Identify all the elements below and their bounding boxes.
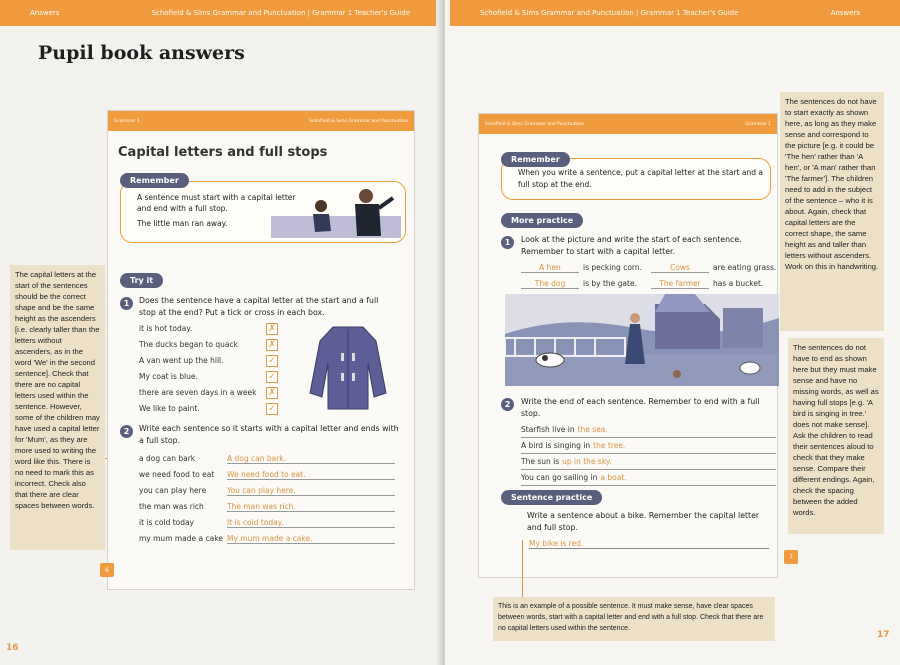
question-1-text: Does the sentence have a capital letter at the start and a full stop at the end? Put a tick or cross in each box. xyxy=(139,296,379,317)
list-item-prompt: my mum made a cake xyxy=(139,534,223,543)
remember-text-right: When you write a sentence, put a capital letter at the start and a full stop at the end. xyxy=(518,168,763,189)
list-item-text: A van went up the hill. xyxy=(139,356,224,365)
list-item xyxy=(139,339,289,353)
sentence-practice-pill: Sentence practice xyxy=(501,490,602,505)
list-item-answer: The man was rich. xyxy=(227,502,395,512)
remember-box xyxy=(120,181,406,243)
tick-box: ✗ xyxy=(266,323,278,335)
list-item-prompt: we need food to eat xyxy=(139,470,215,479)
question-2-text-right: Write the end of each sentence. Remember to end with a full stop. xyxy=(521,397,760,418)
pupil-page-badge-left: 6 xyxy=(100,563,114,577)
list-item xyxy=(521,262,651,276)
list-item-answer: A hen xyxy=(521,263,579,273)
teacher-note-right-top xyxy=(780,92,884,331)
question-2-number-right: 2 xyxy=(501,398,514,411)
pupil-page-right xyxy=(478,113,793,578)
teacher-note-right-bottom xyxy=(493,597,775,641)
list-item-line xyxy=(521,473,627,482)
list-item-prompt: You can go sailing in xyxy=(521,473,598,482)
list-item xyxy=(521,278,651,292)
pupil-bar-right-left: Schofield & Sims Grammar and Punctuation xyxy=(485,121,584,127)
left-page xyxy=(0,0,445,665)
teacher-note-right-bottom-text: This is an example of a possible sentence. It must make sense, have clear spaces between words, start with a capital letter and end with a full stop. Check that there are no capital letters used within the sentence. xyxy=(498,603,764,632)
section-heading: Capital letters and full stops xyxy=(118,145,328,160)
question-1-number-right: 1 xyxy=(501,236,514,249)
tick-box: ✗ xyxy=(266,387,278,399)
list-item xyxy=(139,355,289,369)
running-man-illustration xyxy=(271,186,401,241)
tick-box: ✓ xyxy=(266,403,278,415)
page-number-left: 16 xyxy=(6,643,19,653)
sentence-practice-line xyxy=(529,539,769,549)
teacher-note-left xyxy=(10,265,105,550)
list-item-answer: It is cold today. xyxy=(227,518,395,528)
pupil-page-badge-right: 7 xyxy=(784,550,798,564)
remember-pill: Remember xyxy=(120,173,189,188)
list-item xyxy=(139,485,399,499)
list-item-text: there are seven days in a week xyxy=(139,388,257,397)
list-item-rest: has a bucket. xyxy=(713,279,764,288)
pupil-bar-right xyxy=(479,114,777,134)
list-item xyxy=(651,262,781,276)
question-2-text: Write each sentence so it starts with a capital letter and ends with a full stop. xyxy=(139,424,399,445)
list-item xyxy=(521,472,776,486)
list-item xyxy=(139,403,289,417)
remember-example: The little man ran away. xyxy=(137,219,228,228)
left-header-title: Schofield & Sims Grammar and Punctuation | Grammar 1 Teacher's Guide xyxy=(151,9,410,17)
sentence-practice-answer: My bike is red. xyxy=(529,539,584,548)
list-item-text: The ducks began to quack xyxy=(139,340,238,349)
list-item-prompt: a dog can bark xyxy=(139,454,196,463)
right-header-title: Schofield & Sims Grammar and Punctuation | Grammar 1 Teacher's Guide xyxy=(480,9,739,17)
pupil-bar-right-right: Grammar 1 xyxy=(745,121,771,127)
list-item xyxy=(139,517,399,531)
remember-pill-right: Remember xyxy=(501,152,570,167)
list-item xyxy=(139,453,399,467)
list-item-prompt: it is cold today xyxy=(139,518,195,527)
note-connector-right xyxy=(522,540,523,597)
list-item-prompt: you can play here xyxy=(139,486,207,495)
right-page-header xyxy=(450,0,900,26)
list-item-prompt: A bird is singing in xyxy=(521,441,591,450)
remember-text: A sentence must start with a capital letter and end with a full stop. xyxy=(137,193,296,213)
left-page-header xyxy=(0,0,440,26)
page-number-right: 17 xyxy=(877,630,890,640)
pupil-page-left xyxy=(107,110,415,590)
try-it-pill: Try it xyxy=(120,273,163,288)
list-item-answer: We need food to eat. xyxy=(227,470,395,480)
list-item xyxy=(139,501,399,515)
list-item-answer: The dog xyxy=(521,279,579,289)
list-item xyxy=(139,469,399,483)
list-item-prompt: Starfish live in xyxy=(521,425,575,434)
list-item-answer: My mum made a cake. xyxy=(227,534,395,544)
teacher-note-left-text: The capital letters at the start of the sentences should be the correct shape and be the same height as the ascenders [i.e. clearly taller than the letters without ascenders, as in the word 'We' in the second sentence]. Check that there are no capital letters used within the sentence. However, some of the children may have used a capital letter for 'Mum', as they are more used to writing the word like this. There is no need to mark this as incorrect. Check also that there are clear spaces between words. xyxy=(15,270,100,510)
list-item xyxy=(521,440,776,454)
list-item-text: My coat is blue. xyxy=(139,372,198,381)
right-page xyxy=(445,0,900,665)
question-1-number: 1 xyxy=(120,297,133,310)
list-item-answer: the sea. xyxy=(577,425,608,434)
tick-box: ✓ xyxy=(266,371,278,383)
pupil-bar-right-label: Schofield & Sims Grammar and Punctuation xyxy=(309,118,408,124)
list-item xyxy=(521,456,776,470)
list-item-prompt: the man was rich xyxy=(139,502,204,511)
list-item xyxy=(521,424,776,438)
list-item-answer: up in the sky. xyxy=(562,457,612,466)
list-item-answer: You can play here. xyxy=(227,486,395,496)
list-item-rest: is pecking corn. xyxy=(583,263,643,272)
pupil-bar-left xyxy=(108,111,414,131)
tick-box: ✓ xyxy=(266,355,278,367)
list-item-answer: A dog can bark. xyxy=(227,454,395,464)
list-item-answer: Cows xyxy=(651,263,709,273)
list-item xyxy=(139,533,399,547)
right-header-section: Answers xyxy=(830,9,860,17)
list-item-rest: is by the gate. xyxy=(583,279,637,288)
list-item xyxy=(651,278,781,292)
left-header-section: Answers xyxy=(30,9,60,17)
teacher-note-right-top-text: The sentences do not have to start exactly as shown here, as long as they make sense and correspond to the picture [e.g. it could be 'The hen' rather than 'A hen', or 'A man' rather than 'The farmer']. The children need to add in the subject of the sentence – who it is about. Again, check that capital letters are the correct shape, the same height as and taller than letters without ascenders. Work on this in handwriting. xyxy=(785,97,879,271)
question-1-text-right: Look at the picture and write the start of each sentence. Remember to start with a capital letter. xyxy=(521,235,742,256)
question-2-number: 2 xyxy=(120,425,133,438)
list-item-line xyxy=(521,441,625,450)
list-item-answer: the tree. xyxy=(593,441,626,450)
list-item-text: We like to paint. xyxy=(139,404,200,413)
list-item-line xyxy=(521,457,612,466)
coat-illustration xyxy=(308,323,388,413)
list-item xyxy=(139,387,289,401)
teacher-note-right-mid xyxy=(788,338,884,534)
list-item-answer: a boat. xyxy=(600,473,627,482)
list-item xyxy=(139,371,289,385)
more-practice-pill: More practice xyxy=(501,213,583,228)
page-title: Pupil book answers xyxy=(38,42,245,64)
tick-box: ✗ xyxy=(266,339,278,351)
sentence-practice-text: Write a sentence about a bike. Remember the capital letter and full stop. xyxy=(527,511,760,532)
list-item-answer: The farmer xyxy=(651,279,709,289)
list-item-text: it is hot today. xyxy=(139,324,193,333)
farm-scene-illustration xyxy=(505,294,779,386)
list-item-line xyxy=(521,425,608,434)
list-item-prompt: The sun is xyxy=(521,457,560,466)
list-item-rest: are eating grass. xyxy=(713,263,777,272)
teacher-note-right-mid-text: The sentences do not have to end as shown here but they must make sense and have no missing words, as well as having full stops [e.g. 'A bird is singing in tree.' does not make sense]. Ask the children to read their sentences aloud to check that they make sense. Compare their different endings. Again, check the spacing between the added words. xyxy=(793,343,879,517)
pupil-bar-left-label: Grammar 1 xyxy=(114,118,140,124)
list-item xyxy=(139,323,289,337)
